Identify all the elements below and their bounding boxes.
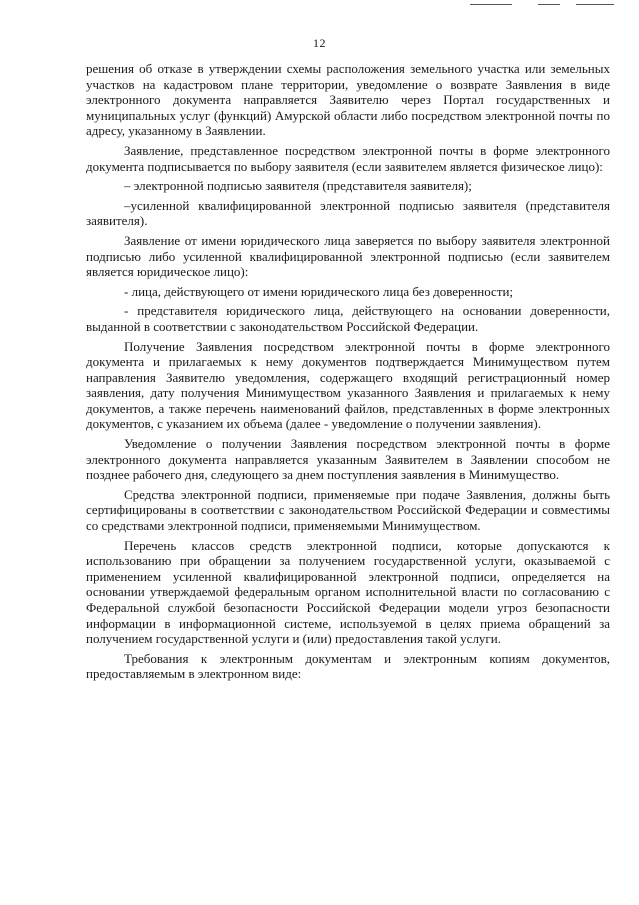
list-item: –усиленной квалифицированной электронной подписью заявителя (представителя заявителя). bbox=[86, 197, 610, 229]
scan-artifact-line bbox=[538, 4, 560, 5]
paragraph: Требования к электронным документам и электронным копиям документов, предоставляемым в электронном виде: bbox=[86, 650, 610, 682]
page-number: 12 bbox=[313, 36, 326, 50]
paragraph: Получение Заявления посредством электронной почты в форме электронного документа и прилагаемых к нему документов подтверждается Минимуществом путем направления Заявителю уведомления, содержащего входящий регистрационный номер заявления, дату получения Минимуществом указанного Заявления и прилагаемых к нему документов, а также перечень наименований файлов, представленных в форме электронных документов, с указанием их объема (далее - уведомление о получении заявления). bbox=[86, 338, 610, 432]
paragraph: решения об отказе в утверждении схемы расположения земельного участка или земельных участков на кадастровом плане территории, уведомление о возврате Заявления в виде электронного документа направляется Заявителю через Портал государственных и муниципальных услуг (функций) Амурской области либо посредством электронной почты по адресу, указанному в Заявлении. bbox=[86, 61, 610, 139]
paragraph: Уведомление о получении Заявления посредством электронной почты в форме электронного документа направляется указанным Заявителем в Заявлении способом не позднее рабочего дня, следующего за днем поступления заявления в Минимущество. bbox=[86, 436, 610, 483]
paragraph: Перечень классов средств электронной подписи, которые допускаются к использованию при обращении за получением государственной услуги, оказываемой с применением усиленной квалифицированной электронной подписи, определяется на основании утверждаемой федеральным органом исполнительной власти по согласованию с Федеральной службой безопасности Российской Федерации модели угроз безопасности информации в информационной системе, используемой в целях приема обращений за получением государственной услуги и (или) предоставления такой услуги. bbox=[86, 537, 610, 647]
paragraph: Заявление от имени юридического лица заверяется по выбору заявителя электронной подписью либо усиленной квалифицированной электронной подписью (если заявителем является юридическое лицо): bbox=[86, 232, 610, 280]
list-item: - представителя юридического лица, действующего на основании доверенности, выданной в соответствии с законодательством Российской Федерации. bbox=[86, 303, 610, 334]
scan-artifact-line bbox=[576, 4, 614, 5]
paragraph: Заявление, представленное посредством электронной почты в форме электронного документа подписывается по выбору заявителя (если заявителем является физическое лицо): bbox=[86, 142, 610, 174]
document-body bbox=[86, 61, 610, 686]
paragraph: Средства электронной подписи, применяемые при подаче Заявления, должны быть сертифицированы в соответствии с законодательством Российской Федерации и совместимы со средствами электронной подписи, применяемыми Минимуществом. bbox=[86, 486, 610, 534]
list-item: – электронной подписью заявителя (представителя заявителя); bbox=[124, 178, 472, 194]
scan-artifact-line bbox=[470, 4, 512, 5]
list-item: - лица, действующего от имени юридического лица без доверенности; bbox=[124, 283, 514, 299]
